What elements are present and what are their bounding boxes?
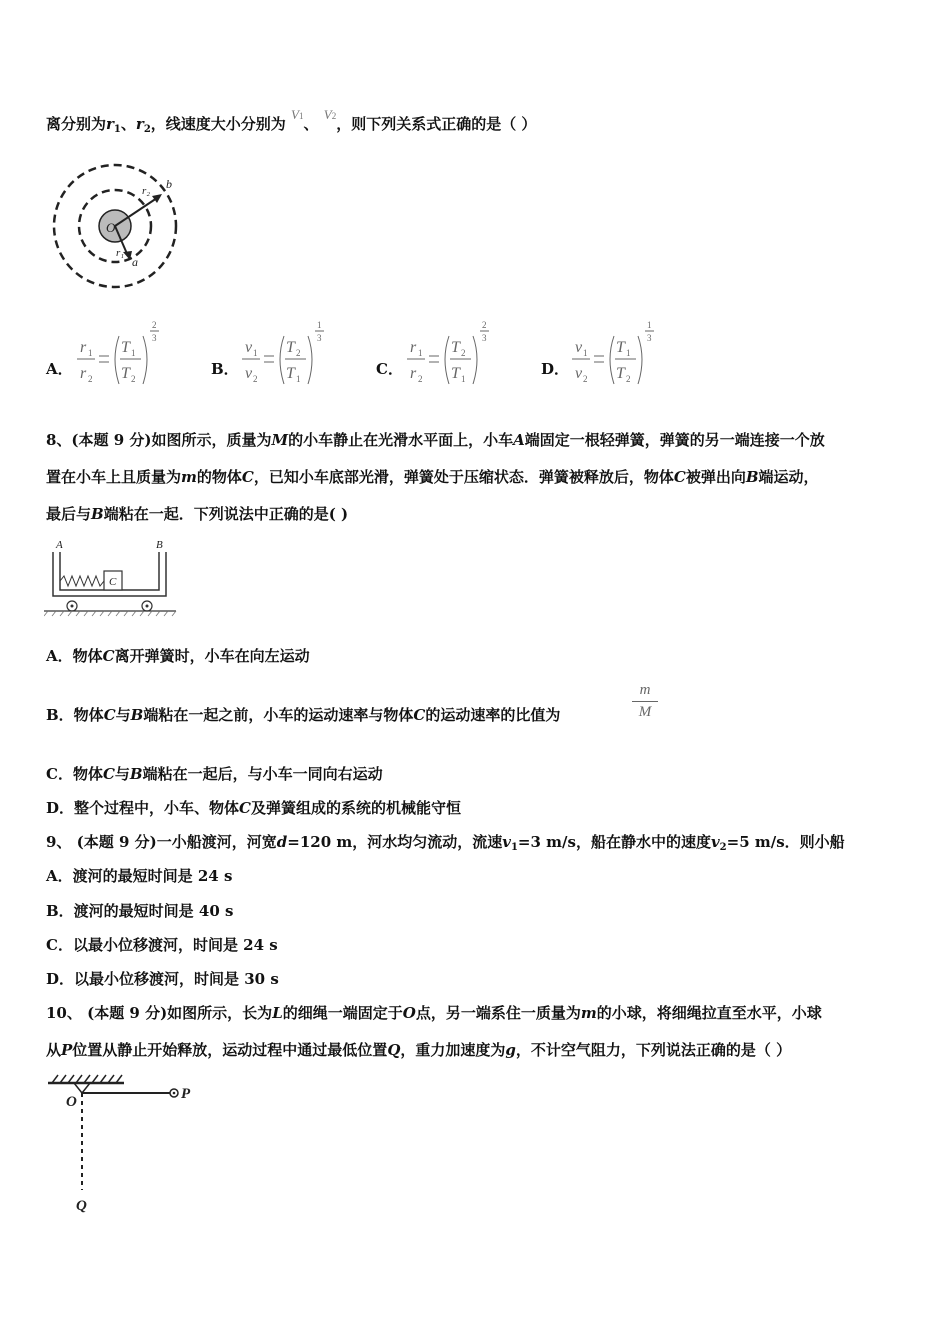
q8-optB-B: B	[130, 706, 144, 724]
lhs-den: r	[410, 365, 417, 382]
q10-m: m	[580, 1004, 597, 1022]
q8-frac-bar	[632, 701, 658, 702]
rhs-num: T	[121, 339, 130, 356]
q8-optB-d: 的运动速率的比值为	[425, 706, 561, 724]
q8-line2	[46, 467, 819, 487]
rhs-num: T	[616, 339, 625, 356]
q9-b: =120 m，河水均匀流动，流速	[287, 833, 503, 851]
q7-v1-sub: 1	[298, 111, 304, 121]
q8-optB-c: 端粘在一起之前，小车的运动速率与物体	[143, 706, 414, 724]
rhs-den: T	[616, 365, 625, 382]
label-P: P	[181, 1086, 191, 1102]
q7-option-3-label: D．	[541, 360, 570, 378]
q10-e: 从	[46, 1041, 62, 1059]
wheel-right-hub	[146, 605, 149, 608]
label-Q: Q	[76, 1198, 87, 1214]
q7-sep2: 、	[303, 115, 319, 133]
q10-line2	[46, 1040, 791, 1060]
q7-option-2-label: C．	[376, 360, 403, 378]
rhs-num-sub: 2	[461, 348, 466, 358]
lhs-num-sub: 1	[418, 348, 423, 358]
q8-optB-C: C	[103, 706, 116, 724]
q10-g: ，重力加速度为	[400, 1041, 506, 1059]
q8-optC-b: 与	[114, 765, 130, 783]
q10-h: ，不计空气阻力，下列说法正确的是（ ）	[515, 1041, 792, 1059]
q10-b: 的细绳一端固定于	[282, 1004, 403, 1022]
q8-C2: C	[673, 468, 686, 486]
q10-c: 点，另一端系住一质量为	[415, 1004, 581, 1022]
q7-r1-sub: 1	[113, 124, 121, 135]
exp-num: 2	[152, 320, 157, 330]
q9-optA: A．渡河的最短时间是 24 s	[46, 867, 233, 885]
q9-d: d	[276, 833, 288, 851]
q8-t3a: 最后与	[46, 505, 92, 523]
label-A: A	[56, 539, 63, 551]
q9-optD: D．以最小位移渡河，时间是 30 s	[46, 970, 279, 988]
q10-pendulum-figure	[44, 1072, 204, 1218]
q8-optC-c: 端粘在一起后，与小车一同向右运动	[142, 765, 383, 783]
q9-stem	[46, 832, 845, 858]
lhs-den: v	[245, 365, 253, 382]
q8-optA-b: 离开弹簧时，小车在向左运动	[114, 647, 310, 665]
label-O: O	[106, 220, 116, 235]
q10-L: L	[272, 1004, 283, 1022]
q10-Q: Q	[387, 1041, 401, 1059]
q10-a: 10、 (本题 9 分)如图所示，长为	[46, 1004, 273, 1022]
q7-r2: r	[135, 115, 144, 133]
rhs-den-sub: 2	[626, 374, 631, 384]
rhs-den: T	[121, 365, 130, 382]
rhs-den-sub: 1	[296, 374, 301, 384]
q8-line1	[46, 430, 825, 450]
q7-option-0-label: A．	[46, 360, 73, 378]
paren-left	[115, 336, 119, 384]
paren-right	[308, 336, 312, 384]
lhs-num-sub: 1	[583, 348, 588, 358]
q7-v2-sub: 2	[331, 111, 337, 121]
rhs-num-sub: 1	[626, 348, 631, 358]
q7-orbit-figure	[48, 158, 182, 294]
q8-M: M	[271, 431, 289, 449]
lhs-den-sub: 2	[88, 374, 93, 384]
label-B: B	[156, 539, 163, 551]
q10-f: 位置从静止开始释放，运动过程中通过最低位置	[72, 1041, 388, 1059]
rhs-num-sub: 2	[296, 348, 301, 358]
lhs-den: v	[575, 365, 583, 382]
rhs-num-sub: 1	[131, 348, 136, 358]
ground-hatch	[44, 611, 176, 616]
q8-optD-a: D．整个过程中，小车、物体	[46, 799, 240, 817]
q8-optA-a: A．物体	[46, 647, 103, 665]
ball-P-center	[173, 1092, 176, 1095]
q8-optD-b: 及弹簧组成的系统的机械能守恒	[250, 799, 461, 817]
q9-v1-sub: 1	[510, 842, 518, 853]
label-C: C	[109, 576, 117, 588]
rhs-num: T	[286, 339, 295, 356]
q10-d: 的小球，将细绳拉直至水平，小球	[596, 1004, 822, 1022]
q9-v2: v	[710, 833, 720, 851]
paren-right	[638, 336, 642, 384]
rhs-den-sub: 2	[131, 374, 136, 384]
q8-B2: B	[91, 505, 104, 523]
q8-optD	[46, 798, 461, 818]
r2-arrowhead	[152, 194, 162, 203]
q10-gvar: g	[505, 1041, 516, 1059]
q7-r2-sub: 2	[143, 124, 151, 135]
paren-left	[610, 336, 614, 384]
q8-A: A	[513, 431, 525, 449]
q7-text-c: ，则下列关系式正确的是（ ）	[336, 115, 537, 133]
lhs-num-sub: 1	[88, 348, 93, 358]
q8-C: C	[241, 468, 254, 486]
exp-num: 1	[647, 320, 652, 330]
q9-optB: B．渡河的最短时间是 40 s	[46, 902, 234, 920]
lhs-den-sub: 2	[418, 374, 423, 384]
q8-optC-a: C．物体	[46, 765, 103, 783]
rhs-num: T	[451, 339, 460, 356]
q7-r1: r	[106, 115, 114, 133]
label-O: O	[66, 1094, 77, 1110]
q8-optC-B: B	[129, 765, 143, 783]
q8-optB	[46, 705, 560, 725]
lhs-den-sub: 2	[583, 374, 588, 384]
q7-sep1: 、	[120, 115, 136, 133]
q8-frac-den: M	[638, 704, 652, 720]
q7-option-2-formula	[405, 318, 500, 390]
q9-optC: C．以最小位移渡河，时间是 24 s	[46, 936, 278, 954]
spring	[60, 576, 104, 586]
q10-line1	[46, 1003, 822, 1023]
exp-num: 1	[317, 320, 322, 330]
q7-option-0-formula	[75, 318, 170, 390]
q7-option-3-formula	[570, 318, 665, 390]
exp-den: 3	[152, 333, 157, 343]
paren-right	[473, 336, 477, 384]
q8-optB-b: 与	[115, 706, 131, 724]
paren-right	[143, 336, 147, 384]
lhs-num: r	[80, 339, 87, 356]
q7-text-b: ，线速度大小分别为	[150, 115, 286, 133]
rhs-den-sub: 1	[461, 374, 466, 384]
q8-optD-C: C	[239, 799, 251, 817]
label-a: a	[132, 255, 138, 269]
q8-t1a: 8、(本题 9 分)如图所示，质量为	[46, 431, 272, 449]
q9-v1: v	[502, 833, 511, 851]
q9-a: 9、 (本题 9 分)一小船渡河，河宽	[46, 833, 277, 851]
q8-cart-figure	[44, 536, 180, 618]
q7-stem	[46, 107, 537, 140]
lhs-num: v	[575, 339, 583, 356]
q9-e: =5 m/s．则小船	[726, 833, 845, 851]
q7-v1: V	[291, 107, 299, 122]
exp-num: 2	[482, 320, 487, 330]
q7-option-1-formula	[240, 318, 335, 390]
q8-t2e: 端运动，	[758, 468, 819, 486]
q8-t2b: 的物体	[196, 468, 242, 486]
label-r1: r₁	[116, 247, 125, 259]
q8-optB-fraction	[632, 682, 658, 721]
q7-option-1-label: B．	[211, 360, 239, 378]
pivot	[74, 1083, 90, 1093]
exp-den: 3	[647, 333, 652, 343]
q10-P: P	[61, 1041, 73, 1059]
q8-t2c: ，已知小车底部光滑，弹簧处于压缩状态．弹簧被释放后，物体	[253, 468, 674, 486]
q8-frac-num: m	[639, 682, 651, 698]
lhs-den-sub: 2	[253, 374, 258, 384]
wheel-left-hub	[71, 605, 74, 608]
q8-optC	[46, 764, 383, 784]
exp-den: 3	[482, 333, 487, 343]
q7-text-a: 离分别为	[46, 115, 107, 133]
exp-den: 3	[317, 333, 322, 343]
q9-v2-sub: 2	[719, 842, 727, 853]
label-b: b	[166, 177, 172, 191]
paren-left	[280, 336, 284, 384]
q8-t1b: 的小车静止在光滑水平面上，小车	[288, 431, 514, 449]
q8-m: m	[181, 468, 197, 486]
q8-t3b: 端粘在一起．下列说法中正确的是( )	[103, 505, 349, 523]
label-r2: r₂	[142, 185, 151, 197]
q8-optA	[46, 646, 310, 666]
q8-optB-a: B．物体	[46, 706, 104, 724]
q10-O: O	[402, 1004, 416, 1022]
rhs-den: T	[451, 365, 460, 382]
lhs-num: r	[410, 339, 417, 356]
q8-line3	[46, 504, 348, 524]
q9-c: =3 m/s，船在静水中的速度	[517, 833, 711, 851]
q8-B: B	[745, 468, 759, 486]
q8-t2a: 置在小车上且质量为	[46, 468, 182, 486]
lhs-num-sub: 1	[253, 348, 258, 358]
paren-left	[445, 336, 449, 384]
rhs-den: T	[286, 365, 295, 382]
lhs-den: r	[80, 365, 87, 382]
q8-optC-C: C	[102, 765, 115, 783]
q8-optB-C2: C	[413, 706, 426, 724]
q7-v2: V	[323, 107, 332, 122]
q8-t1c: 端固定一根轻弹簧，弹簧的另一端连接一个放	[524, 431, 825, 449]
q8-t2d: 被弹出向	[685, 468, 746, 486]
q8-optA-C: C	[102, 647, 115, 665]
lhs-num: v	[245, 339, 253, 356]
